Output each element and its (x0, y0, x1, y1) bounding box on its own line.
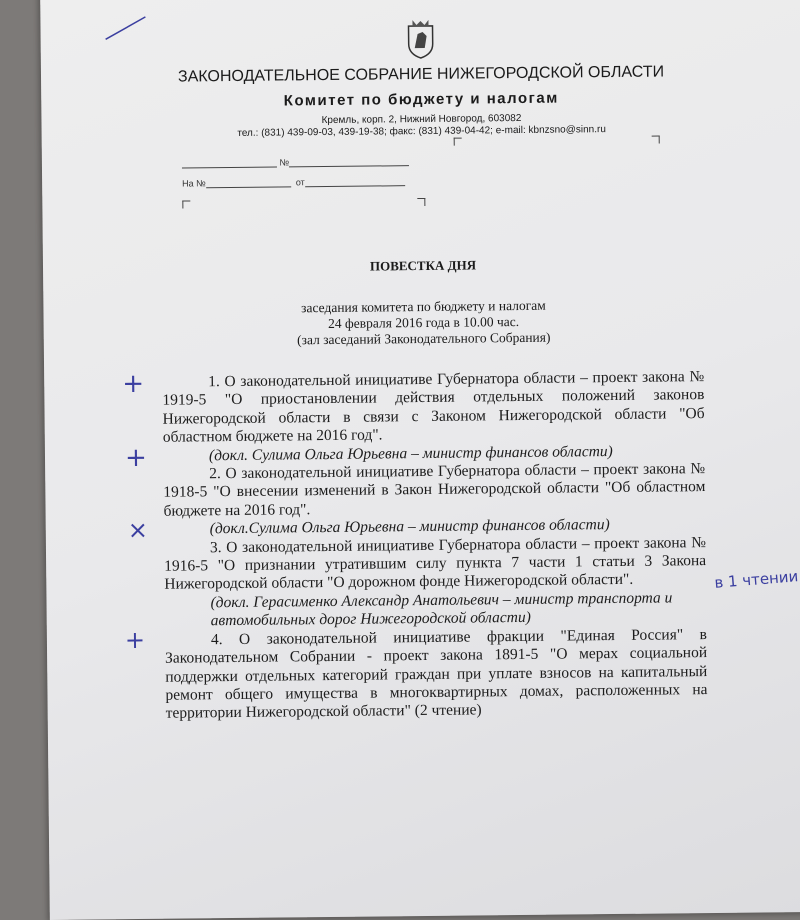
agenda-venue: (зал заседаний Законодательного Собрания) (297, 329, 551, 348)
item-number: 1. (208, 373, 220, 391)
document-page (40, 0, 800, 920)
handwritten-mark: + (124, 625, 146, 655)
corner-mark (182, 200, 190, 208)
no-label: № (279, 157, 290, 168)
org-name: ЗАКОНОДАТЕЛЬНОЕ СОБРАНИЕ НИЖЕГОРОДСКОЙ ОБЛАСТИ (177, 63, 665, 86)
agenda-item (162, 368, 705, 447)
agenda-item (165, 626, 708, 724)
from-label: от (295, 177, 305, 188)
agenda-title: ПОВЕСТКА ДНЯ (369, 257, 477, 274)
corner-mark (417, 198, 425, 206)
pen-stroke-icon (100, 9, 160, 50)
contacts: тел.: (831) 439-09-03, 439-19-38; факс: (831) 439-04-42; e-mail: kbnzsno@sinn.ru (237, 124, 606, 139)
outgoing-number-line (182, 156, 409, 168)
agenda-item (163, 460, 706, 521)
handwritten-mark: + (124, 442, 147, 474)
item-text: О законодательной инициативе Губернатора области – проект закона № 1916-5 "О признании утратившим силу пункта 7 части 1 статьи 3 Закона Нижегородской области "О дорожном фонде Нижегородской области". (164, 533, 707, 594)
handwritten-mark: × (127, 515, 149, 545)
handwritten-note: в 1 чтении (713, 567, 799, 592)
address: Кремль, корп. 2, Нижний Новгород, 603082 (321, 112, 522, 127)
corner-mark (652, 136, 660, 144)
item-number: 4. (210, 630, 223, 648)
reference-line (182, 176, 405, 188)
corner-mark (454, 138, 462, 146)
item-text: О законодательной инициативе фракции "Единая Россия" в Законодательном Собрании - проект закона 1891-5 "О мерах социальной поддержки отдельных категорий граждан при уплате взносов на капитальный ремонт общего имущества в многоквартирных домах, расположенных на территории Нижегородской области" (2 чтение) (165, 625, 708, 723)
handwritten-mark: + (122, 368, 145, 400)
agenda-subtitle: заседания комитета по бюджету и налогам (301, 297, 546, 316)
item-text: О законодательной инициативе Губернатора области – проект закона № 1919-5 "О приостановлении действия отдельных положений законов Нижегородской области в связи с Законом Нижегородской области "Об областном бюджете на 2016 год". (162, 368, 705, 446)
ref-label: На № (182, 178, 206, 189)
item-reporter: (докл.Сулима Ольга Юрьевна – министр финансов области) (209, 516, 610, 538)
committee-name: Комитет по бюджету и налогам (283, 89, 559, 110)
coat-of-arms-icon (400, 18, 440, 60)
agenda-item (164, 534, 707, 595)
agenda-items (162, 368, 708, 723)
item-text: О законодательной инициативе Губернатора области – проект закона № 1918-5 "О внесении изменений в Закон Нижегородской области "Об областном бюджете на 2016 год". (163, 460, 706, 520)
item-number: 2. (209, 465, 221, 483)
item-number: 3. (209, 538, 222, 556)
item-reporter: (докл. Герасименко Александр Анатольевич – министр транспорта и автомобильных дорог Нижегородской области) (210, 589, 673, 630)
item-reporter: (докл. Сулима Ольга Юрьевна – министр финансов области) (208, 442, 613, 464)
agenda-date: 24 февраля 2016 года в 10.00 час. (328, 314, 520, 332)
